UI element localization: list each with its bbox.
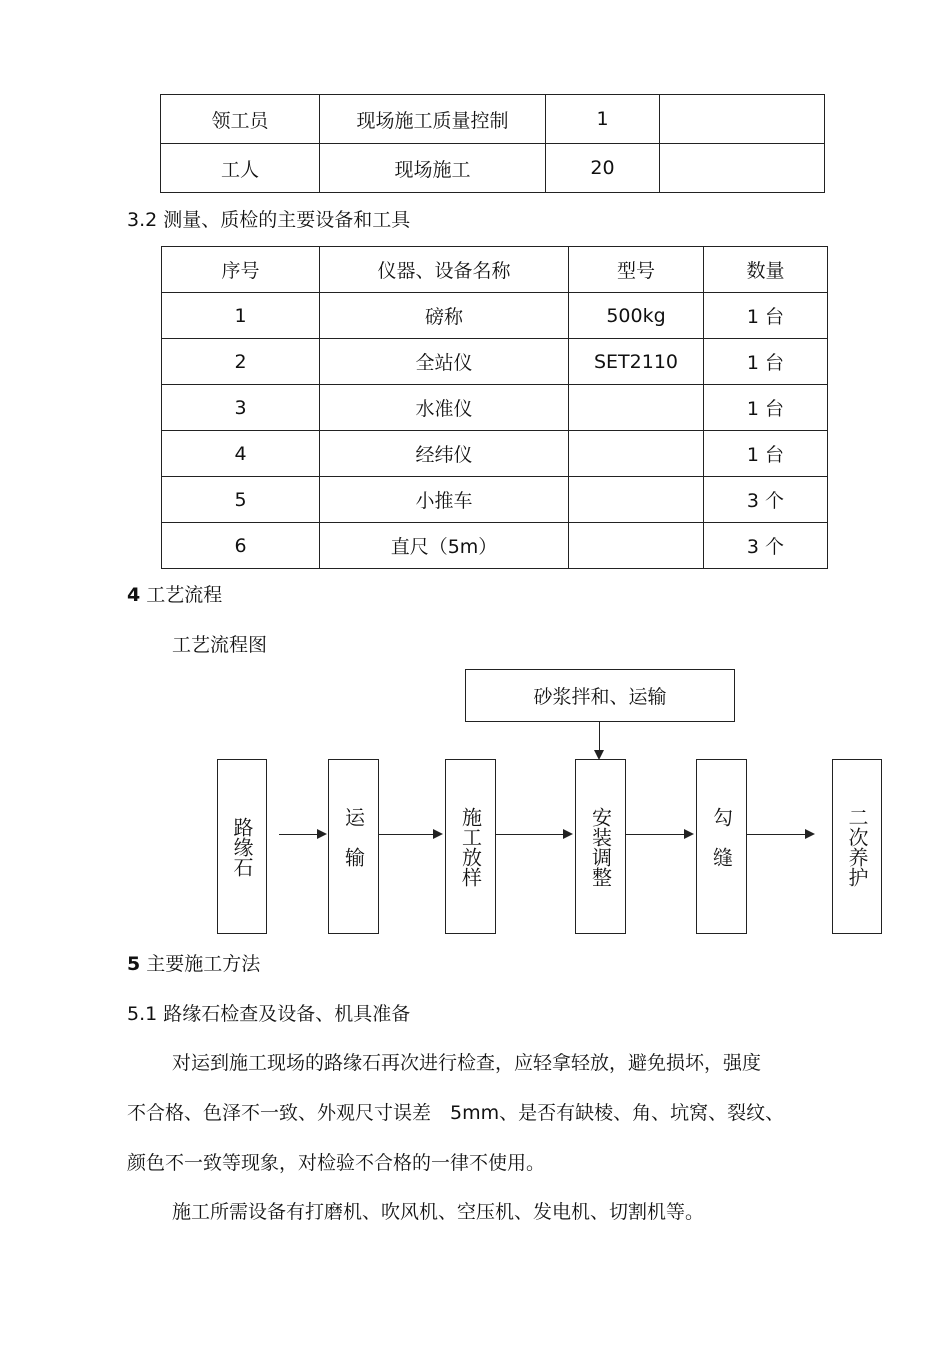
table-cell: 20 <box>546 144 660 193</box>
table-row <box>162 293 828 339</box>
section-heading-5-1: 5.1 路缘石检查及设备、机具准备 <box>127 1003 411 1025</box>
table-cell: 1 台 <box>704 431 828 477</box>
section-title: 工艺流程 <box>146 584 223 606</box>
arrow-right <box>379 834 441 835</box>
arrow-right <box>626 834 692 835</box>
flow-chart-title: 工艺流程图 <box>172 634 268 656</box>
staff-table <box>160 94 825 193</box>
section-number: 4 <box>127 584 141 606</box>
arrow-right <box>279 834 325 835</box>
table-cell: 2 <box>162 339 320 385</box>
table-row <box>161 95 825 144</box>
table-row <box>162 477 828 523</box>
table-cell: 工人 <box>161 144 320 193</box>
paragraph-line: 颜色不一致等现象，对检验不合格的一律不使用。 <box>127 1152 546 1174</box>
flow-step-layout <box>445 759 496 934</box>
table-cell: 磅称 <box>320 293 569 339</box>
table-cell: 1 台 <box>704 385 828 431</box>
flow-box-label: 砂浆拌和、运输 <box>533 686 667 708</box>
column-header: 型号 <box>569 247 704 293</box>
flow-step-label: 施工放样 <box>458 806 483 887</box>
table-cell <box>660 95 825 144</box>
arrow-right <box>747 834 813 835</box>
table-cell: SET2110 <box>569 339 704 385</box>
flow-step-label: 勾缝 <box>709 806 734 887</box>
table-cell: 1 <box>546 95 660 144</box>
flow-step-transport <box>328 759 379 934</box>
table-cell: 4 <box>162 431 320 477</box>
section-heading-3-2: 3.2 测量、质检的主要设备和工具 <box>127 209 411 231</box>
table-cell: 6 <box>162 523 320 569</box>
table-cell <box>569 431 704 477</box>
table-cell <box>569 477 704 523</box>
table-cell <box>569 523 704 569</box>
table-row <box>162 339 828 385</box>
flow-step-curing <box>832 759 882 934</box>
flow-box-mortar <box>465 669 735 722</box>
table-cell: 3 <box>162 385 320 431</box>
table-cell <box>660 144 825 193</box>
table-cell: 3 个 <box>704 477 828 523</box>
table-cell: 现场施工质量控制 <box>320 95 546 144</box>
flow-step-label: 运输 <box>341 806 366 887</box>
paragraph-line: 不合格、色泽不一致、外观尺寸误差 5mm、是否有缺棱、角、坑窝、裂纹、 <box>127 1102 785 1124</box>
table-cell: 小推车 <box>320 477 569 523</box>
table-cell: 经纬仪 <box>320 431 569 477</box>
table-cell: 500kg <box>569 293 704 339</box>
table-cell: 1 <box>162 293 320 339</box>
table-header-row <box>162 247 828 293</box>
equipment-table <box>161 246 828 569</box>
column-header: 序号 <box>162 247 320 293</box>
flow-step-label: 路缘石 <box>230 816 254 877</box>
flow-step-label: 安装调整 <box>588 806 613 887</box>
flow-step-label: 二次养护 <box>845 806 869 887</box>
flow-step-jointing <box>696 759 747 934</box>
table-cell: 直尺（5m） <box>320 523 569 569</box>
paragraph-line: 对运到施工现场的路缘石再次进行检查，应轻拿轻放，避免损坏，强度 <box>172 1052 762 1074</box>
paragraph-line: 施工所需设备有打磨机、吹风机、空压机、发电机、切割机等。 <box>172 1201 705 1223</box>
table-row <box>162 385 828 431</box>
section-title: 主要施工方法 <box>146 953 261 975</box>
column-header: 数量 <box>704 247 828 293</box>
table-cell: 1 台 <box>704 293 828 339</box>
table-cell <box>569 385 704 431</box>
table-cell: 1 台 <box>704 339 828 385</box>
table-row <box>161 144 825 193</box>
column-header: 仪器、设备名称 <box>320 247 569 293</box>
section-heading-5 <box>127 952 260 976</box>
table-cell: 5 <box>162 477 320 523</box>
flow-step-install <box>575 759 626 934</box>
table-row <box>162 523 828 569</box>
section-heading-4 <box>127 583 222 607</box>
table-cell: 水准仪 <box>320 385 569 431</box>
table-cell: 现场施工 <box>320 144 546 193</box>
table-cell: 3 个 <box>704 523 828 569</box>
flow-step-curbstone <box>217 759 267 934</box>
section-number: 5 <box>127 953 141 975</box>
table-cell: 领工员 <box>161 95 320 144</box>
table-cell: 全站仪 <box>320 339 569 385</box>
table-row <box>162 431 828 477</box>
arrow-right <box>496 834 571 835</box>
arrow-down <box>599 722 600 758</box>
